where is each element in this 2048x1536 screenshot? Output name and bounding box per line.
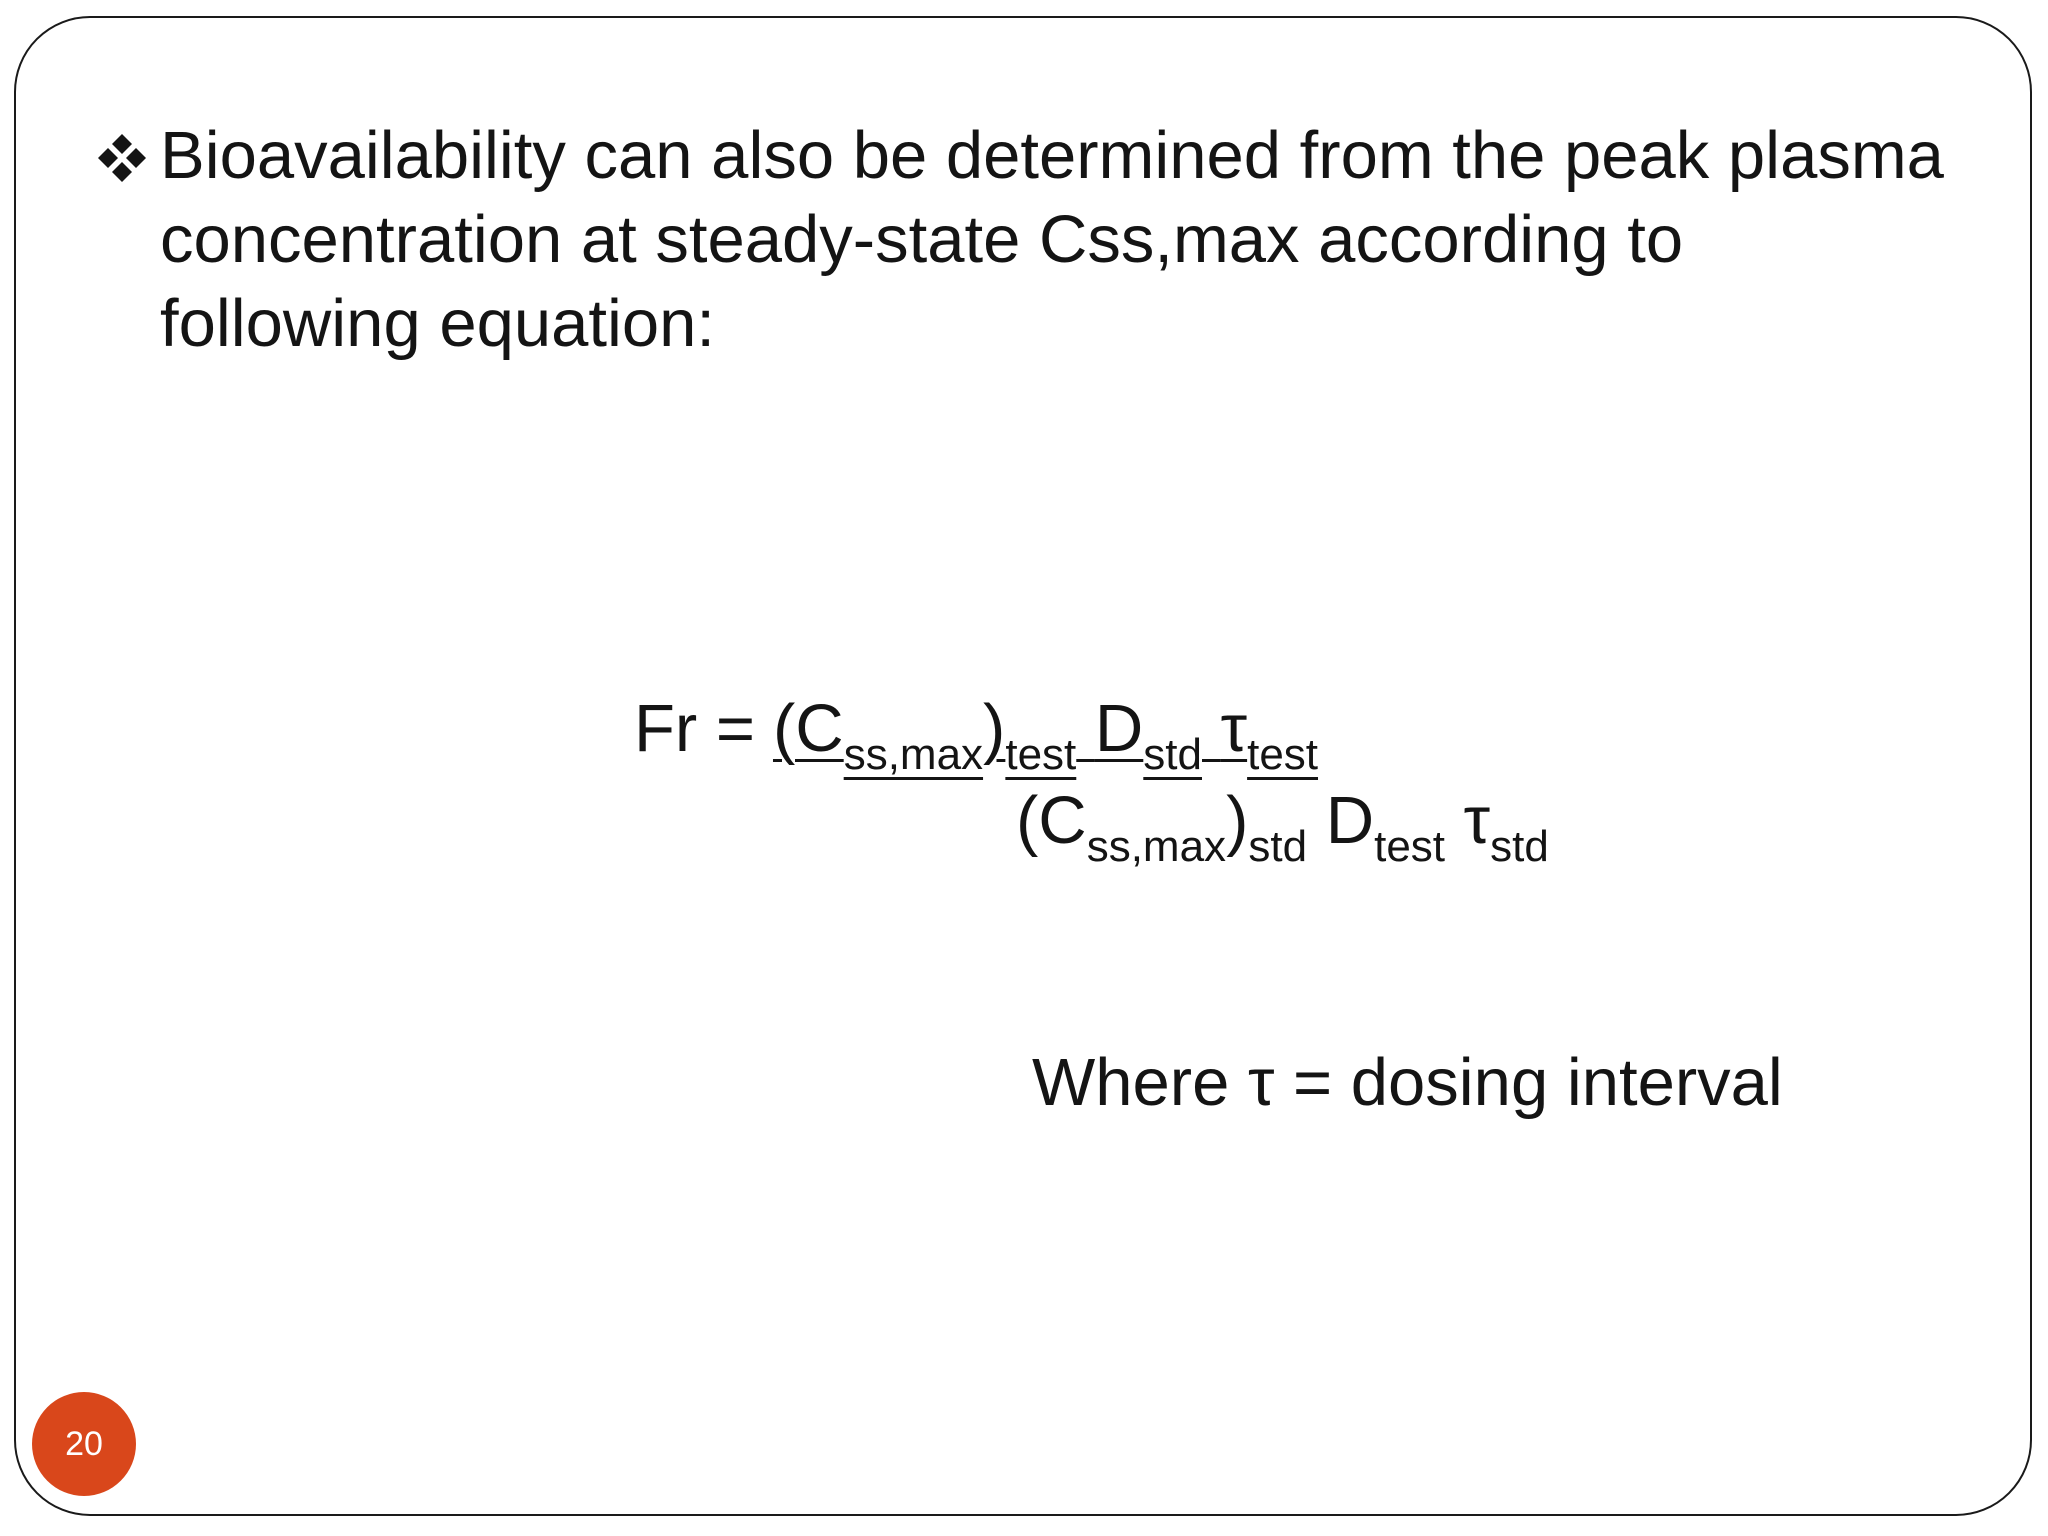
denominator-tau-subscript: std bbox=[1490, 822, 1549, 871]
page-number-badge bbox=[32, 1392, 136, 1496]
denominator-d: D bbox=[1325, 783, 1375, 858]
numerator-tau: τ bbox=[1220, 691, 1248, 766]
numerator-c-subscript: ss,max bbox=[843, 730, 984, 779]
numerator-d-subscript: std bbox=[1143, 730, 1202, 779]
equation-numerator-line bbox=[634, 690, 1549, 779]
bioavailability-equation bbox=[634, 690, 1549, 871]
four-diamond-bullet-icon bbox=[94, 130, 150, 186]
numerator-d: D bbox=[1094, 691, 1144, 766]
denominator-c-subscript: ss,max bbox=[1086, 822, 1227, 871]
where-definition: Where τ = dosing interval bbox=[1032, 1045, 1783, 1120]
equation-lhs: Fr = bbox=[634, 691, 755, 766]
bullet-item bbox=[94, 114, 1954, 366]
denominator-c-open: (C bbox=[1016, 783, 1087, 858]
numerator-test-subscript: test bbox=[1005, 730, 1077, 779]
denominator-tau: τ bbox=[1463, 783, 1491, 858]
numerator-c-open: (C bbox=[772, 691, 844, 766]
denominator-std-subscript: std bbox=[1248, 822, 1308, 871]
page-number: 20 bbox=[65, 1424, 103, 1463]
bullet-text: Bioavailability can also be determined from the peak plasma concentration at steady-state Css,max according to following equation: bbox=[160, 118, 1944, 361]
numerator-c-close: ) bbox=[983, 691, 1006, 766]
denominator-c-close: ) bbox=[1226, 783, 1249, 858]
numerator-tau-subscript: test bbox=[1247, 730, 1319, 779]
denominator-d-subscript: test bbox=[1374, 822, 1446, 871]
equation-denominator-line bbox=[1016, 782, 1549, 871]
